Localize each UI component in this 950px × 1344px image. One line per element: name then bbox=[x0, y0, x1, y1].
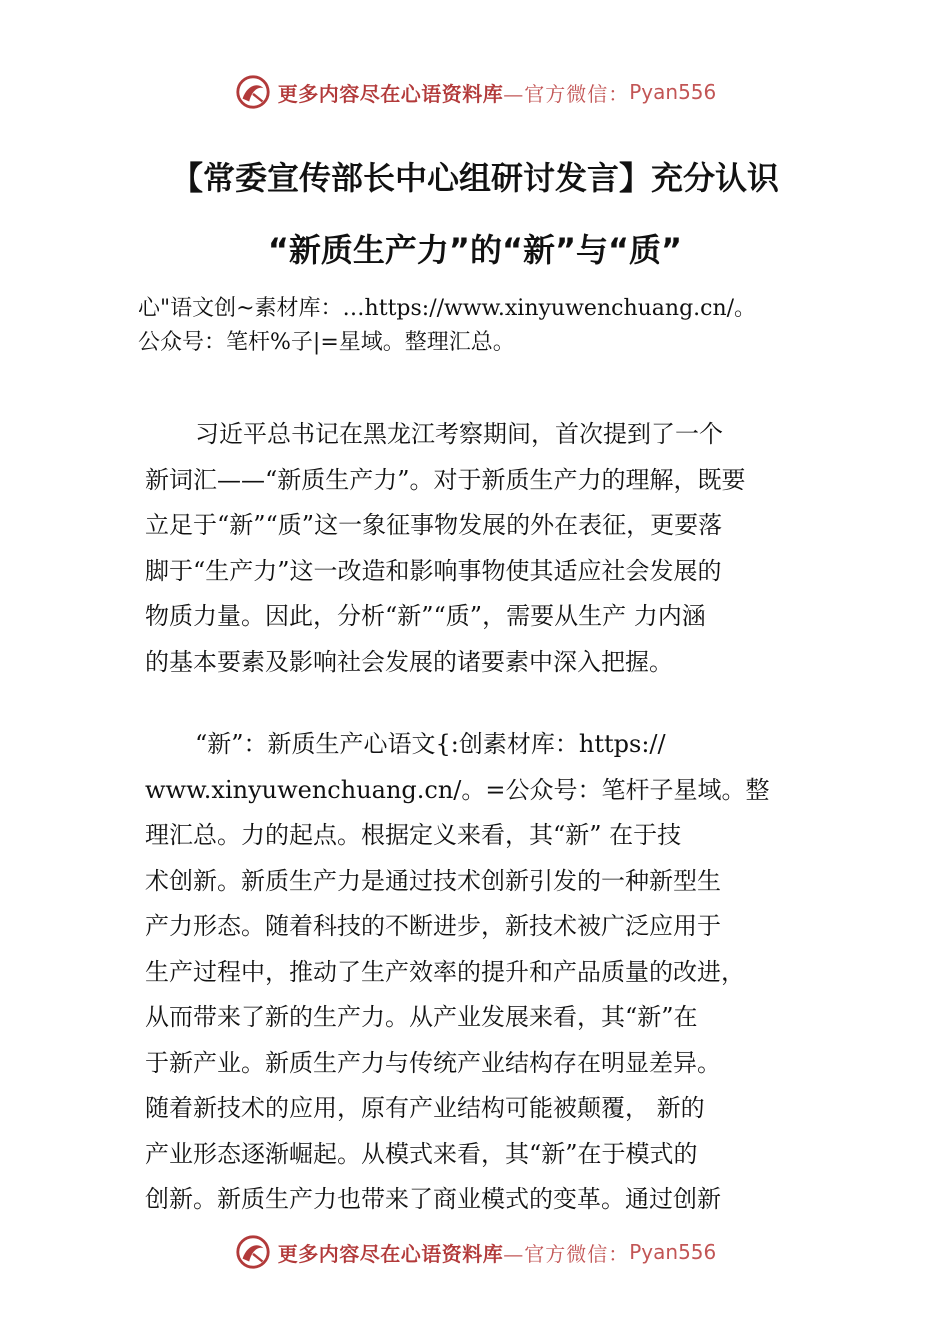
source-line-1: 心"语文创~素材库：…https://www.xinyuwenchuang.cn/。 bbox=[138, 296, 757, 321]
paragraph-line: 创新。新质生产力也带来了商业模式的变革。通过创新 bbox=[145, 1185, 721, 1213]
banner-sub-text: —官方微信： bbox=[503, 1241, 630, 1266]
footer-banner bbox=[0, 1232, 950, 1272]
header-banner bbox=[0, 72, 950, 112]
paragraph-line: 从而带来了新的生产力。从产业发展来看，其“新”在 bbox=[145, 1003, 698, 1031]
paragraph-line: 立足于“新”“质”这一象征事物发展的外在表征，更要落 bbox=[145, 511, 723, 539]
document-title-line2: “新质生产力”的“新”与“质” bbox=[267, 231, 683, 269]
paragraph-line: 产力形态。随着科技的不断进步，新技术被广泛应用于 bbox=[145, 912, 721, 940]
paragraph-line: 理汇总。力的起点。根据定义来看，其“新” 在于技 bbox=[145, 821, 682, 849]
paragraph-line: 习近平总书记在黑龙江考察期间，首次提到了一个 bbox=[195, 420, 723, 448]
paragraph-line: 新词汇——“新质生产力”。对于新质生产力的理解，既要 bbox=[145, 465, 746, 494]
paragraph-line: 产业形态逐渐崛起。从模式来看，其“新”在于模式的 bbox=[145, 1139, 698, 1168]
logo-icon bbox=[234, 1233, 272, 1271]
banner-wechat-id: Pyan556 bbox=[629, 1240, 717, 1264]
paragraph-line: 的基本要素及影响社会发展的诸要素中深入把握。 bbox=[145, 647, 673, 676]
banner-main-text: 更多内容尽在心语资料库 bbox=[277, 1241, 504, 1266]
source-note bbox=[138, 292, 838, 360]
banner-sub-text: —官方微信： bbox=[503, 81, 630, 106]
document-title-line1: 【常委宣传部长中心组研讨发言】充分认识 bbox=[170, 159, 779, 197]
paragraph-2 bbox=[145, 722, 835, 1223]
banner-main-text: 更多内容尽在心语资料库 bbox=[277, 81, 504, 106]
paragraph-line: “新”：新质生产心语文{:创素材库：https:// bbox=[195, 730, 666, 758]
paragraph-line: www.xinyuwenchuang.cn/。=公众号：笔杆子星域。整 bbox=[145, 775, 770, 804]
paragraph-line: 物质力量。因此，分析“新”“质”，需要从生产 力内涵 bbox=[145, 602, 706, 630]
paragraph-line: 生产过程中，推动了生产效率的提升和产品质量的改进， bbox=[145, 957, 745, 986]
paragraph-line: 于新产业。新质生产力与传统产业结构存在明显差异。 bbox=[145, 1048, 721, 1077]
logo-icon bbox=[234, 73, 272, 111]
source-line-2: 公众号：笔杆%子|=星域。整理汇总。 bbox=[138, 330, 515, 355]
paragraph-1 bbox=[145, 412, 835, 685]
paragraph-line: 脚于“生产力”这一改造和影响事物使其适应社会发展的 bbox=[145, 556, 722, 585]
paragraph-line: 术创新。新质生产力是通过技术创新引发的一种新型生 bbox=[145, 866, 721, 895]
banner-wechat-id: Pyan556 bbox=[629, 80, 717, 104]
paragraph-line: 随着新技术的应用，原有产业结构可能被颠覆， 新的 bbox=[145, 1094, 705, 1122]
